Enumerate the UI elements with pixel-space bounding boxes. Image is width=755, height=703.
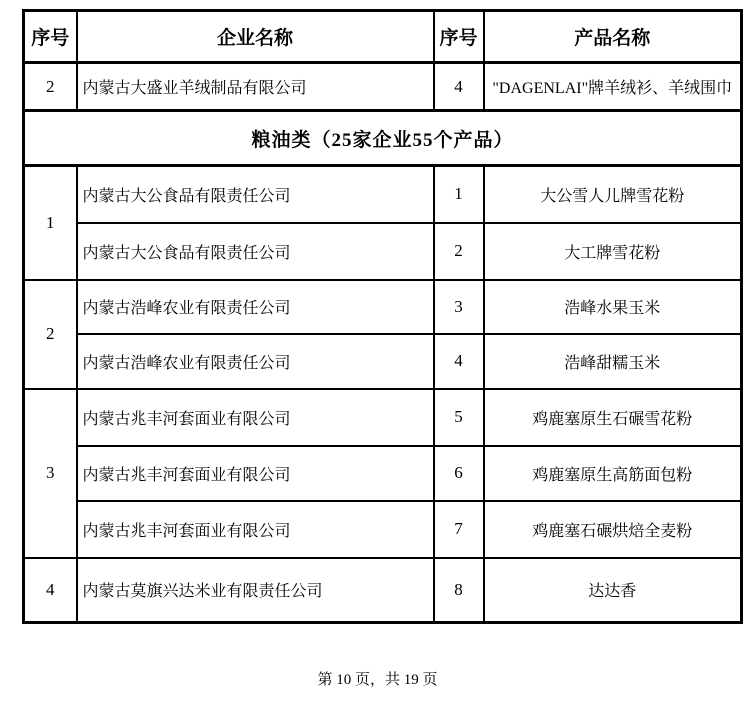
table-row bbox=[24, 166, 742, 223]
table-row bbox=[24, 446, 742, 501]
enterprise-name-cell: 内蒙古浩峰农业有限责任公司 bbox=[77, 334, 434, 389]
product-no-cell: 2 bbox=[434, 223, 484, 280]
product-name-cell: 鸡鹿塞原生高筋面包粉 bbox=[484, 446, 742, 501]
enterprise-name-cell: 内蒙古兆丰河套面业有限公司 bbox=[77, 389, 434, 446]
table-row bbox=[24, 280, 742, 334]
product-name-cell: "DAGENLAI"牌羊绒衫、羊绒围巾 bbox=[484, 63, 742, 111]
table-row bbox=[24, 501, 742, 558]
product-no-cell: 7 bbox=[434, 501, 484, 558]
product-no-cell: 1 bbox=[434, 166, 484, 223]
enterprise-no-cell: 3 bbox=[24, 389, 77, 558]
section-title: 粮油类（25家企业55个产品） bbox=[24, 111, 742, 166]
section-header-row bbox=[24, 111, 742, 166]
table-row bbox=[24, 63, 742, 111]
enterprise-no-cell: 4 bbox=[24, 558, 77, 623]
product-name-cell: 鸡鹿塞石碾烘焙全麦粉 bbox=[484, 501, 742, 558]
product-no-cell: 4 bbox=[434, 334, 484, 389]
header-cell-product-name: 产品名称 bbox=[484, 11, 742, 63]
product-name-cell: 鸡鹿塞原生石碾雪花粉 bbox=[484, 389, 742, 446]
table-header-row bbox=[24, 11, 742, 63]
enterprise-name-cell: 内蒙古浩峰农业有限责任公司 bbox=[77, 280, 434, 334]
enterprise-name-cell: 内蒙古大盛业羊绒制品有限公司 bbox=[77, 63, 434, 111]
product-list-table bbox=[22, 9, 743, 624]
product-name-cell: 大公雪人儿牌雪花粉 bbox=[484, 166, 742, 223]
table-row bbox=[24, 223, 742, 280]
enterprise-no-cell: 2 bbox=[24, 63, 77, 111]
enterprise-no-cell: 1 bbox=[24, 166, 77, 280]
page-number-footer: 第 10 页，共 19 页 bbox=[317, 672, 438, 688]
product-name-cell: 达达香 bbox=[484, 558, 742, 623]
enterprise-no-cell: 2 bbox=[24, 280, 77, 389]
product-name-cell: 浩峰甜糯玉米 bbox=[484, 334, 742, 389]
table-row bbox=[24, 334, 742, 389]
header-cell-enterprise-no: 序号 bbox=[24, 11, 77, 63]
table-row bbox=[24, 389, 742, 446]
header-cell-product-no: 序号 bbox=[434, 11, 484, 63]
enterprise-name-cell: 内蒙古大公食品有限责任公司 bbox=[77, 223, 434, 280]
enterprise-name-cell: 内蒙古莫旗兴达米业有限责任公司 bbox=[77, 558, 434, 623]
product-name-cell: 大工牌雪花粉 bbox=[484, 223, 742, 280]
product-name-cell: 浩峰水果玉米 bbox=[484, 280, 742, 334]
product-no-cell: 4 bbox=[434, 63, 484, 111]
enterprise-name-cell: 内蒙古大公食品有限责任公司 bbox=[77, 166, 434, 223]
header-cell-enterprise-name: 企业名称 bbox=[77, 11, 434, 63]
enterprise-name-cell: 内蒙古兆丰河套面业有限公司 bbox=[77, 501, 434, 558]
product-no-cell: 8 bbox=[434, 558, 484, 623]
enterprise-name-cell: 内蒙古兆丰河套面业有限公司 bbox=[77, 446, 434, 501]
product-no-cell: 6 bbox=[434, 446, 484, 501]
product-no-cell: 3 bbox=[434, 280, 484, 334]
product-no-cell: 5 bbox=[434, 389, 484, 446]
table-row bbox=[24, 558, 742, 623]
